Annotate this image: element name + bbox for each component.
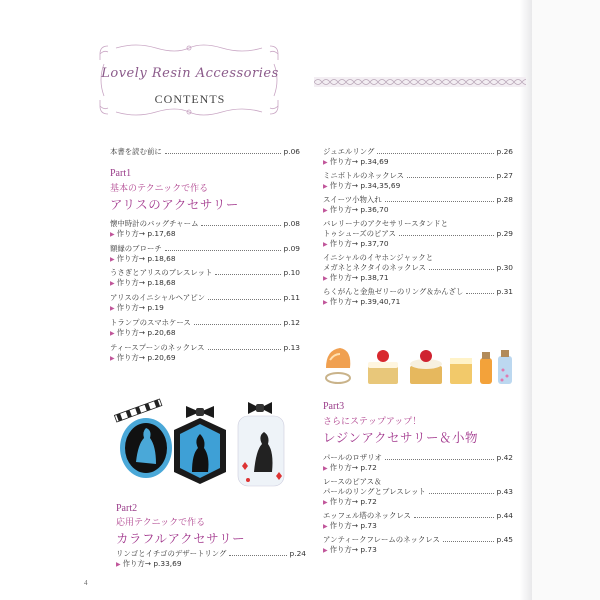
leader-dots (385, 201, 494, 202)
toc-title-line2: トゥシューズのピアス (323, 229, 396, 238)
part3-subtitle: さらにステップアップ！ (323, 417, 422, 427)
leader-dots (194, 324, 281, 325)
toc-row (323, 287, 513, 297)
toc-page: p.27 (496, 171, 513, 180)
how-to-ref (323, 239, 389, 250)
leader-dots (399, 235, 494, 236)
toc-title: アンティークフレームのネックレス (323, 535, 440, 544)
how-to-text: 作り方→ p.34,69 (329, 157, 389, 166)
toc-title: レースのピアス＆ (323, 477, 382, 486)
sweets-photo (318, 340, 518, 392)
how-to-text: 作り方→ p.38,71 (329, 273, 389, 282)
triangle-marker-icon: ▶ (323, 183, 328, 190)
part1-title: アリスのアクセサリー (110, 197, 239, 212)
leader-dots (208, 349, 281, 350)
lace-border (314, 77, 526, 87)
how-to-ref (110, 229, 176, 240)
how-to-ref (323, 297, 400, 308)
toc-title-line2: パールのリングとブレスレット (323, 487, 426, 496)
triangle-marker-icon: ▶ (323, 159, 328, 166)
toc-page: p.44 (496, 511, 513, 520)
toc-row-cont (323, 487, 513, 497)
how-to-ref (323, 463, 377, 474)
toc-page: p.31 (496, 287, 513, 296)
leader-dots (443, 541, 494, 542)
how-to-ref (110, 254, 176, 265)
triangle-marker-icon: ▶ (323, 465, 328, 472)
leader-dots (414, 517, 494, 518)
triangle-marker-icon: ▶ (323, 299, 328, 306)
toc-title: トランプのスマホケース (110, 317, 191, 327)
how-to-text: 作り方→ p.34,35,69 (329, 181, 401, 190)
triangle-marker-icon: ▶ (110, 280, 115, 288)
toc-page: p.13 (283, 342, 300, 352)
page-number: 4 (84, 579, 88, 587)
leader-dots (466, 293, 494, 294)
toc-title: ティースプーンのネックレス (110, 342, 205, 352)
part2-title: カラフルアクセサリー (116, 531, 246, 546)
how-to-ref (110, 278, 176, 289)
how-to-text: 作り方→ p.73 (329, 521, 377, 530)
how-to-text: 作り方→ p.39,40,71 (329, 297, 401, 306)
toc-title-line2: メガネとネクタイのネックレス (323, 263, 426, 272)
toc-row (323, 195, 513, 205)
part3-number: Part3 (323, 401, 345, 412)
toc-row (323, 147, 513, 157)
toc-title: ジュエルリング (323, 147, 375, 156)
leader-dots (407, 177, 494, 178)
how-to-text: 作り方→ p.33,69 (122, 559, 182, 568)
triangle-marker-icon: ▶ (323, 207, 328, 214)
how-to-ref (323, 273, 389, 284)
toc-page: p.10 (283, 268, 300, 278)
leader-dots (377, 153, 494, 154)
toc-page: p.08 (283, 219, 300, 228)
part1-subtitle: 基本のテクニックで作る (110, 184, 209, 194)
leader-dots (429, 269, 494, 270)
how-to-text: 作り方→ p.36,70 (329, 205, 389, 214)
toc-row (323, 511, 513, 521)
toc-row (323, 219, 513, 229)
toc-page: p.43 (496, 487, 513, 496)
toc-page: p.24 (289, 549, 306, 558)
toc-title: 懐中時計のバッグチャーム (110, 219, 199, 228)
how-to-ref (323, 497, 377, 508)
header-script-title: Lovely Resin Accessories (101, 66, 279, 81)
toc-page: p.30 (496, 263, 513, 272)
toc-title: スイーツ小物入れ (323, 195, 382, 204)
toc-row (110, 293, 300, 303)
triangle-marker-icon: ▶ (323, 523, 328, 530)
toc-title: ミニボトルのネックレス (323, 171, 405, 180)
how-to-text: 作り方→ p.18,68 (116, 278, 176, 288)
toc-title: うさぎとアリスのブレスレット (110, 268, 213, 278)
triangle-marker-icon: ▶ (323, 547, 328, 554)
toc-page: p.26 (496, 147, 513, 156)
how-to-ref (110, 328, 176, 339)
toc-row (110, 219, 300, 229)
toc-page: p.11 (283, 293, 300, 303)
adjacent-page-edge (532, 0, 600, 600)
toc-row (110, 318, 300, 328)
triangle-marker-icon: ▶ (110, 354, 115, 362)
how-to-ref (323, 181, 400, 192)
toc-title: バレリーナのアクセサリースタンドと (323, 219, 449, 228)
leader-dots (165, 153, 281, 154)
how-to-ref (323, 545, 377, 556)
how-to-ref (110, 303, 164, 314)
toc-row (110, 268, 300, 278)
toc-title: らくがんと金魚ゼリーのリング＆かんざし (323, 287, 464, 296)
triangle-marker-icon: ▶ (110, 329, 115, 337)
toc-row (323, 477, 513, 487)
contents-heading: CONTENTS (154, 92, 226, 106)
toc-page: p.28 (496, 195, 513, 204)
how-to-text: 作り方→ p.73 (329, 545, 377, 554)
toc-page: p.06 (283, 147, 300, 156)
leader-dots (208, 299, 281, 300)
toc-page: p.12 (283, 317, 300, 327)
toc-row-cont (323, 229, 513, 239)
part2-number: Part2 (116, 503, 138, 514)
how-to-ref (323, 521, 377, 532)
how-to-text: 作り方→ p.18,68 (116, 253, 176, 263)
leader-dots (165, 250, 281, 251)
leader-dots (229, 555, 287, 556)
leader-dots (429, 493, 494, 494)
toc-title: 本書を読む前に (110, 147, 162, 156)
triangle-marker-icon: ▶ (110, 305, 115, 313)
toc-title: 額縁のブローチ (110, 243, 162, 253)
triangle-marker-icon: ▶ (323, 241, 328, 248)
toc-row-intro (110, 147, 300, 157)
triangle-marker-icon: ▶ (116, 561, 121, 568)
how-to-text: 作り方→ p.20,69 (116, 352, 176, 362)
toc-row (110, 343, 300, 353)
how-to-text: 作り方→ p.17,68 (116, 229, 176, 238)
toc-row (323, 171, 513, 181)
part2-subtitle: 応用テクニックで作る (116, 518, 206, 528)
how-to-ref (110, 353, 176, 364)
how-to-ref (116, 559, 182, 570)
toc-page: p.29 (496, 229, 513, 238)
toc-row-cont (323, 263, 513, 273)
toc-title: エッフェル塔のネックレス (323, 511, 411, 520)
triangle-marker-icon: ▶ (323, 275, 328, 282)
part1-number: Part1 (110, 168, 132, 179)
toc-row (323, 253, 513, 263)
toc-page: p.45 (496, 535, 513, 544)
triangle-marker-icon: ▶ (110, 255, 115, 263)
triangle-marker-icon: ▶ (110, 231, 115, 238)
toc-row (116, 549, 306, 559)
toc-row (323, 453, 513, 463)
how-to-text: 作り方→ p.20,68 (116, 327, 176, 337)
leader-dots (215, 274, 281, 275)
how-to-text: 作り方→ p.72 (329, 463, 377, 472)
toc-title: パールのロザリオ (323, 453, 382, 462)
toc-page: p.42 (496, 453, 513, 462)
how-to-text: 作り方→ p.72 (329, 497, 377, 506)
how-to-ref (323, 157, 389, 168)
toc-title: イニシャルのイヤホンジャックと (323, 253, 434, 262)
toc-row (110, 244, 300, 254)
leader-dots (385, 459, 494, 460)
leader-dots (201, 225, 281, 226)
how-to-text: 作り方→ p.19 (116, 303, 164, 313)
toc-title: リンゴとイチゴのデザートリング (116, 549, 227, 558)
toc-page: p.09 (283, 243, 300, 253)
toc-title: アリスのイニシャルヘアピン (110, 293, 205, 303)
how-to-text: 作り方→ p.37,70 (329, 239, 389, 248)
alice-cameo-photo (108, 392, 308, 500)
how-to-ref (323, 205, 389, 216)
triangle-marker-icon: ▶ (323, 499, 328, 506)
toc-row (323, 535, 513, 545)
part3-title: レジンアクセサリー＆小物 (323, 430, 479, 445)
